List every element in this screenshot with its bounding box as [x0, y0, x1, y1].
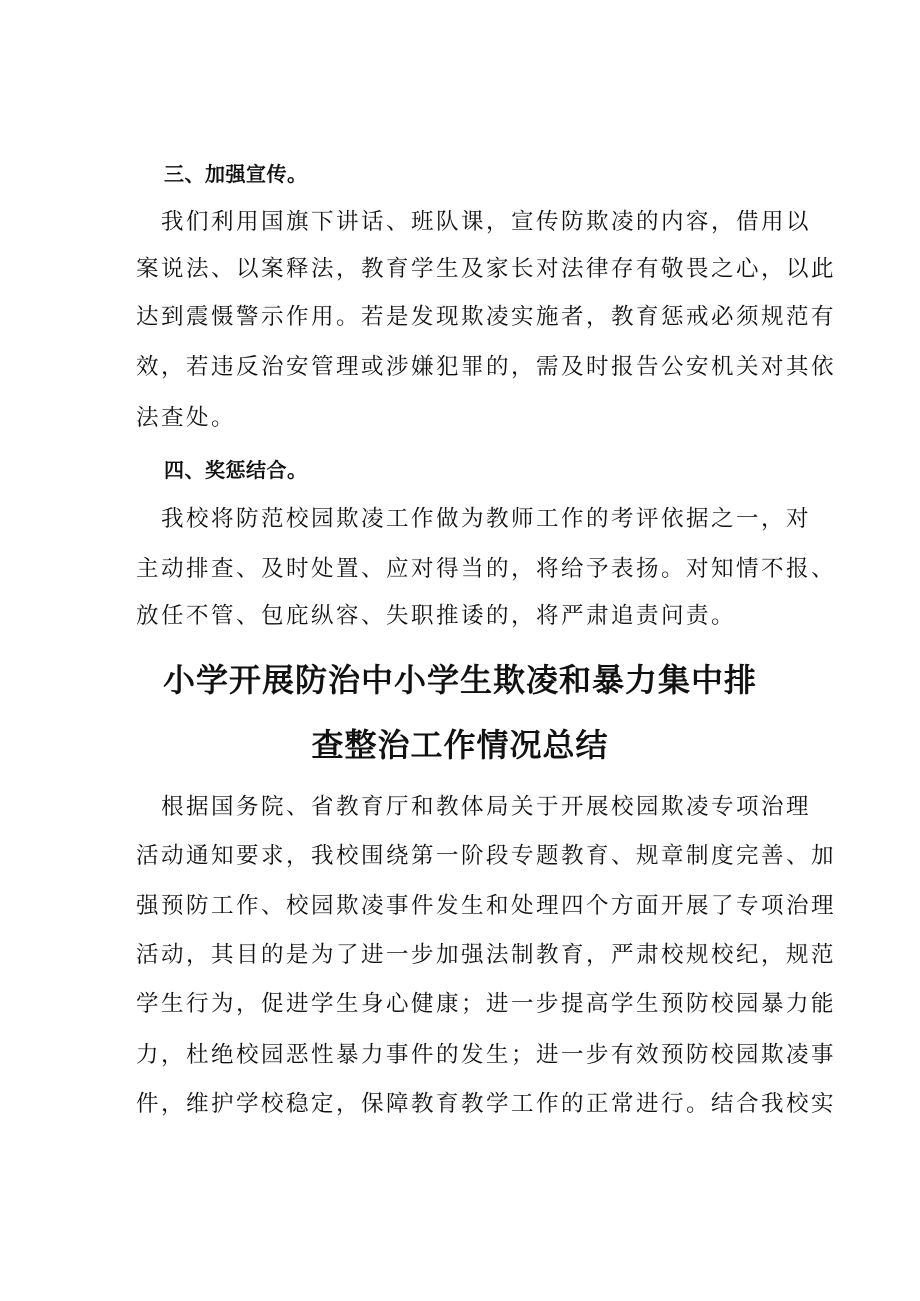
paragraph-line: 力，杜绝校园恶性暴力事件的发生；进一步有效预防校园欺凌事 [136, 1042, 837, 1068]
paragraph-line: 效，若违反治安管理或涉嫌犯罪的，需及时报告公安机关对其依 [136, 354, 837, 380]
paragraph-line: 法查处。 [136, 405, 237, 431]
paragraph-line: 达到震慑警示作用。若是发现欺凌实施者，教育惩戒必须规范有 [136, 304, 837, 330]
paragraph-line: 放任不管、包庇纵容、失职推诿的，将严肃追责问责。 [136, 603, 737, 629]
paragraph-line: 件，维护学校稳定，保障教育教学工作的正常进行。结合我校实 [136, 1091, 837, 1117]
paragraph-line: 主动排查、及时处置、应对得当的，将给予表扬。对知情不报、 [136, 556, 837, 582]
paragraph-line: 根据国务院、省教育厅和教体局关于开展校园欺凌专项治理 [136, 794, 812, 820]
section-3-heading: 三、加强宣传。 [164, 162, 308, 186]
document-title-line-1: 小学开展防治中小学生欺凌和暴力集中排 [162, 661, 757, 699]
document-title-line-2: 查整治工作情况总结 [311, 726, 609, 764]
paragraph-line: 案说法、以案释法，教育学生及家长对法律存有敬畏之心，以此 [136, 256, 837, 282]
paragraph-line: 我校将防范校园欺凌工作做为教师工作的考评依据之一，对 [136, 506, 812, 532]
paragraph-line: 我们利用国旗下讲话、班队课，宣传防欺凌的内容，借用以 [136, 209, 812, 235]
paragraph-line: 活动，其目的是为了进一步加强法制教育，严肃校规校纪，规范 [136, 942, 837, 968]
paragraph-line: 活动通知要求，我校围绕第一阶段专题教育、规章制度完善、加 [136, 843, 837, 869]
paragraph-line: 学生行为，促进学生身心健康；进一步提高学生预防校园暴力能 [136, 991, 837, 1017]
paragraph-line: 强预防工作、校园欺凌事件发生和处理四个方面开展了专项治理 [136, 893, 837, 919]
section-4-heading: 四、奖惩结合。 [164, 458, 308, 482]
